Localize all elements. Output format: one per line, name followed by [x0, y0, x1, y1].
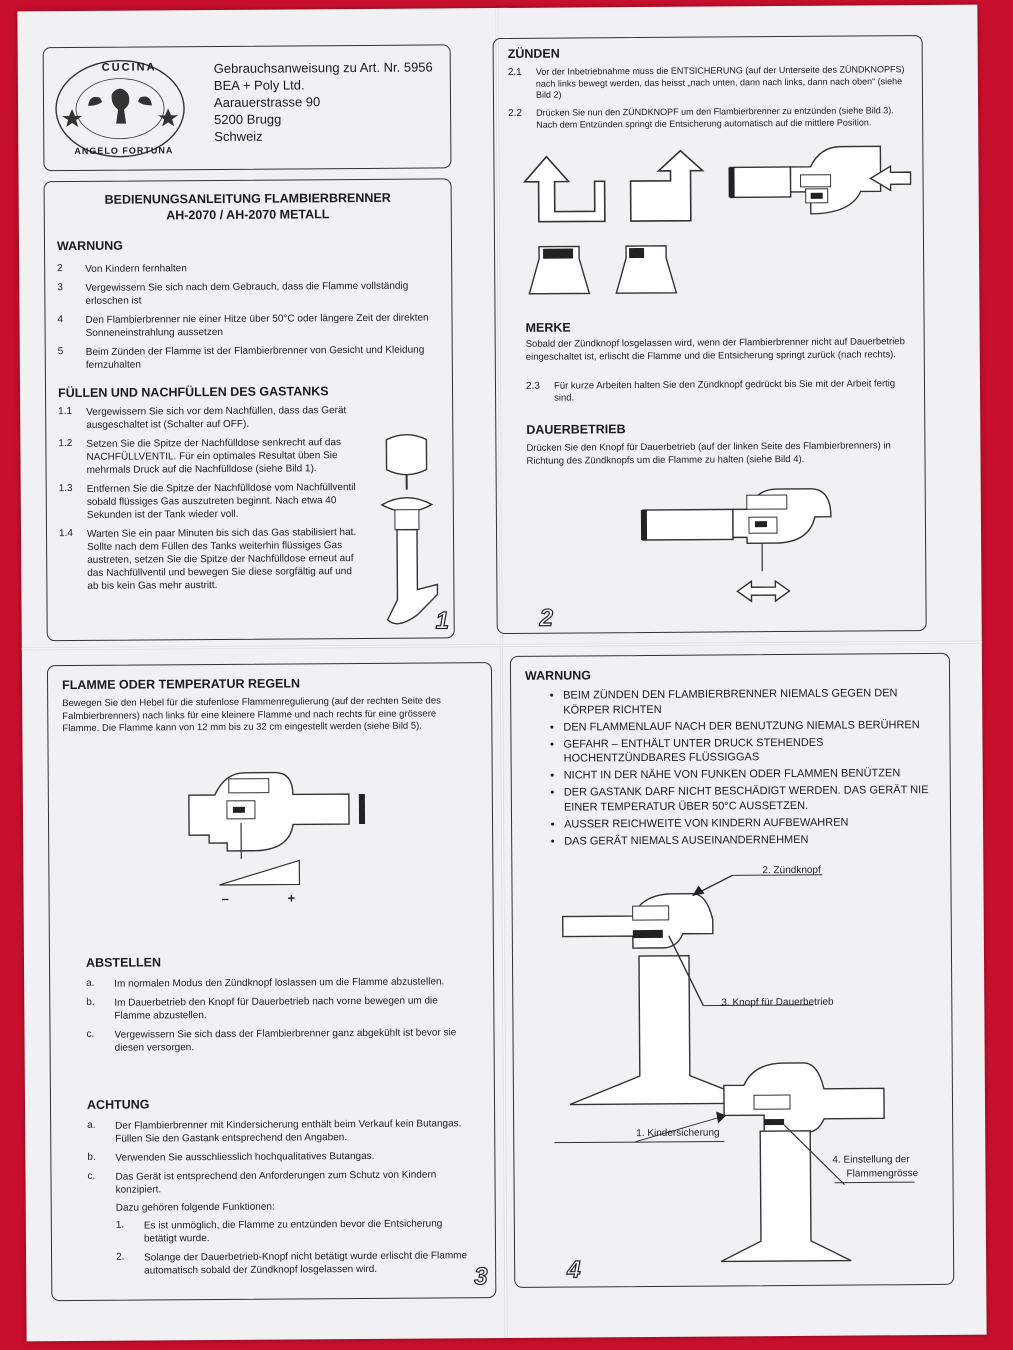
list-item — [59, 525, 359, 592]
label-child-lock: 1. Kindersicherung — [636, 1127, 720, 1140]
caution-heading: ACHTUNG — [86, 1097, 150, 1112]
list-item — [87, 1117, 467, 1146]
list-item — [58, 403, 358, 431]
item-text: Beim Zünden der Flamme ist der Flambierbrenner von Gesicht und Kleidung fernzuhalten — [85, 344, 425, 371]
header-box — [43, 44, 452, 171]
list-item — [57, 279, 439, 308]
list-item: • AUSSER REICHWEITE VON KINDERN AUFBEWAHREN — [564, 815, 936, 832]
page-1 — [44, 178, 455, 641]
page-3 — [47, 662, 496, 1301]
item-text: Verwenden Sie ausschliesslich hochqualitatives Butangas. — [115, 1150, 375, 1164]
item-text: Vergewissern Sie sich dass der Flambierbrenner ganz abgekühlt ist bevor sie diesen versorgen. — [114, 1027, 457, 1054]
item-number: 1.1 — [58, 405, 73, 417]
item-text: Im Dauerbetrieb den Knopf für Dauerbetrieb nach vorne bewegen um die Flamme abzustellen. — [114, 995, 438, 1022]
list-item: • NICHT IN DER NÄHE VON FUNKEN ODER FLAMMEN BENÜTZEN — [564, 766, 936, 783]
item-text: Den Flambierbrenner nie einer Hitze über 50°C oder längere Zeit der direkten Sonneneinstrahlung aussetzen — [85, 312, 429, 339]
item-number: b. — [86, 996, 95, 1008]
item-text: Setzen Sie die Spitze der Nachfülldose senkrecht auf das NACHFÜLLVENTIL. Für ein optimales Resultat üben Sie mehrmals Druck auf die Nachfülldose (siehe Bild 1). — [86, 436, 342, 476]
torch-parts-illustration — [532, 864, 945, 1267]
list-item — [59, 480, 359, 521]
warning4-heading: WARNUNG — [524, 668, 592, 683]
item-number: 2.1 — [507, 66, 522, 78]
page-2 — [493, 35, 927, 634]
item-text: Für kurze Arbeiten halten Sie den Zündknopf gedrückt bis Sie mit der Arbeit fertig sind. — [553, 378, 896, 404]
warning-list — [57, 260, 440, 372]
label-flame-size-2: Flammengrösse — [846, 1168, 919, 1180]
item-text: Solange der Dauerbetrieb-Knopf nicht betätigt wurde erlischt die Flamme automatisch sobald der Zündknopf losgelassen wird. — [144, 1250, 468, 1277]
plus-label: + — [287, 890, 296, 906]
page-number: 1 — [435, 607, 450, 635]
list-item — [58, 435, 358, 476]
item-number: 2.2 — [508, 107, 523, 120]
continuous-mode-illustration — [637, 480, 878, 622]
list-item — [57, 311, 439, 340]
header-line: Schweiz — [214, 128, 263, 144]
warning4-list — [525, 686, 936, 849]
merke-heading: MERKE — [525, 320, 571, 335]
list-item — [86, 1026, 466, 1055]
list-item — [116, 1249, 468, 1277]
logo-text-bottom: ANGELO FORTUNA — [74, 145, 174, 156]
label-ignition-button: 2. Zündknopf — [762, 864, 821, 877]
item-number: 1.2 — [58, 437, 73, 449]
fill-list — [58, 403, 359, 592]
item-number: 1. — [115, 1219, 125, 1231]
header-line: Aarauerstrasse 90 — [213, 94, 321, 110]
list-item — [87, 1149, 467, 1165]
item-text: Vor der Inbetriebnahme muss die ENTSICHERUNG (auf der Unterseite des ZÜNDKNOPFS) nach links bewegt werden, das heisst „nach unten, dann nach links, dann nach oben“ (siehe Bild 2) — [535, 64, 905, 101]
functions-intro: Dazu gehören folgende Funktionen: — [115, 1201, 275, 1214]
item-number: c. — [87, 1170, 96, 1182]
warning-heading: WARNUNG — [56, 238, 124, 253]
item-number: b. — [87, 1151, 96, 1163]
instruction-sheet — [17, 5, 986, 1342]
item-number: 3 — [57, 281, 63, 293]
list-item: • GEFAHR – ENTHÄLT UNTER DRUCK STEHENDES HOCHENTZÜNDBARES FLÜSSIGGAS — [563, 735, 935, 767]
flame-adjust-illustration — [169, 764, 390, 916]
item-number: 2 — [57, 262, 63, 274]
list-item: • DAS GERÄT NIEMALS AUSEINANDERNEHMEN — [564, 832, 936, 849]
page-4 — [510, 653, 954, 1288]
ignite-heading: ZÜNDEN — [507, 46, 560, 61]
item-text: Warten Sie ein paar Minuten bis sich das Gas stabilisiert hat. Sollte nach dem Füllen des Tanks weiterhin flüssiges Gas austreten, setzen Sie die Spitze der Nachfülldose erneut auf das Nachfüllventil und bewegen Sie diese sorgfältig auf und ab bis kein Gas mehr austritt. — [86, 526, 357, 592]
continuous-heading: DAUERBETRIEB — [526, 422, 626, 437]
list-item — [508, 64, 908, 102]
list-item — [87, 1168, 467, 1197]
item-number: 1.4 — [58, 527, 73, 539]
list-item — [86, 994, 466, 1023]
item-text: Von Kindern fernhalten — [85, 262, 187, 275]
list-item: • DER GASTANK DARF NICHT BESCHÄDIGT WERDEN. DAS GERÄT NIE EINER TEMPERATUR ÜBER 50°C AUSSETZEN. — [564, 783, 936, 815]
caution-list — [87, 1115, 468, 1284]
page-number: 3 — [474, 1263, 488, 1291]
item-number: a. — [87, 1119, 96, 1131]
logo-text-top: CUCINA — [101, 61, 157, 74]
shutoff-list — [86, 973, 467, 1061]
continuous-text: Drücken Sie den Knopf für Dauerbetrieb (auf der linken Seite des Flambierbrenners) in Richtung des Zündknopfs um die Flamme zu halten (siehe Bild 4). — [526, 440, 891, 467]
item-number: a. — [86, 977, 95, 989]
flame-text: Bewegen Sie den Hebel für die stufenlose Flammenregulierung (auf der rechten Seite des Falmbierbrenners) nach links für eine kleinere Flamme und nach rechts für eine grössere Flamme. Die Flamme kann von 12 mm bis zu 32 cm eingestellt werden (siehe Bild 5). — [62, 695, 441, 735]
item-number: 5 — [57, 345, 64, 357]
item-text: Im normalen Modus den Zündknopf loslassen um die Flamme abzustellen. — [114, 976, 445, 990]
list-item — [508, 105, 908, 131]
shutoff-heading: ABSTELLEN — [85, 955, 162, 970]
list-item — [526, 378, 906, 405]
list-item: • BEIM ZÜNDEN DEN FLAMBIERBRENNER NIEMALS GEGEN DEN KÖRPER RICHTEN — [563, 686, 935, 718]
list-item — [116, 1217, 468, 1245]
item-text: Der Flambierbrenner mit Kindersicherung enthält beim Verkauf kein Butangas. Füllen Sie den Gastank entsprechend den Angaben. — [115, 1118, 462, 1145]
item-text: Vergewissern Sie sich nach dem Gebrauch, dass die Flamme vollständig erloschen ist — [85, 280, 409, 307]
refill-illustration — [376, 429, 457, 630]
title-line: BEDIENUNGSANLEITUNG FLAMBIERBRENNER — [104, 190, 391, 207]
item-number: c. — [86, 1028, 95, 1040]
item-text: Entfernen Sie die Spitze der Nachfülldose vom Nachfüllventil sobald flüssiges Gas auszutreten beginnt. Nach etwa 40 Sekunden ist der Tank wieder voll. — [86, 481, 356, 521]
header-address — [214, 59, 434, 145]
header-line: Gebrauchsanweisung zu Art. Nr. 5956 — [213, 59, 433, 76]
list-item — [58, 343, 440, 372]
item-number: 2. — [116, 1251, 125, 1263]
item-text: Vergewissern Sie sich vor dem Nachfüllen, dass das Gerät ausgeschaltet ist (Schalter auf OFF). — [86, 404, 347, 431]
flame-heading: FLAMME ODER TEMPERATUR REGELN — [62, 676, 301, 693]
list-item — [86, 975, 466, 991]
item-text: Das Gerät ist entsprechend den Anforderungen zum Schutz von Kindern konzipiert. — [115, 1169, 437, 1196]
page1-title — [57, 189, 439, 224]
item-text: Es ist unmöglich, die Flamme zu entzünden bevor die Entsicherung betätigt wurde. — [143, 1218, 443, 1245]
header-line: BEA + Poly Ltd. — [213, 77, 305, 93]
list-item: • DEN FLAMMENLAUF NACH DER BENUTZUNG NIEMALS BERÜHREN — [563, 718, 935, 735]
label-continuous-button: 3. Knopf für Dauerbetrieb — [721, 996, 834, 1009]
item-number: 1.3 — [58, 482, 73, 494]
fill-heading: FÜLLEN UND NACHFÜLLEN DES GASTANKS — [57, 383, 329, 400]
page-number: 4 — [567, 1256, 581, 1284]
list-item — [57, 260, 439, 276]
label-flame-size-1: 4. Einstellung der — [832, 1154, 910, 1166]
merke-text: Sobald der Zündknopf losgelassen wird, wenn der Flambierbrenner nicht auf Dauerbetrieb eingeschaltet ist, erlischt die Flamme und die Entsicherung springt zurück (nach rechts). — [525, 336, 905, 363]
safety-lock-illustration — [500, 144, 921, 297]
item-number: 2.3 — [525, 380, 540, 392]
header-line: 5200 Brugg — [214, 111, 282, 127]
item-text: Drücken Sie nun den ZÜNDKNOPF um den Flambierbrenner zu entzünden (siehe Bild 3). Nach dem Entzünden springt die Entsicherung automatisch auf die mittlere Position. — [536, 105, 894, 130]
title-line: AH-2070 / AH-2070 METALL — [166, 207, 330, 223]
minus-label: – — [221, 890, 229, 906]
item-number: 4 — [57, 313, 64, 325]
page-number: 2 — [539, 604, 554, 632]
